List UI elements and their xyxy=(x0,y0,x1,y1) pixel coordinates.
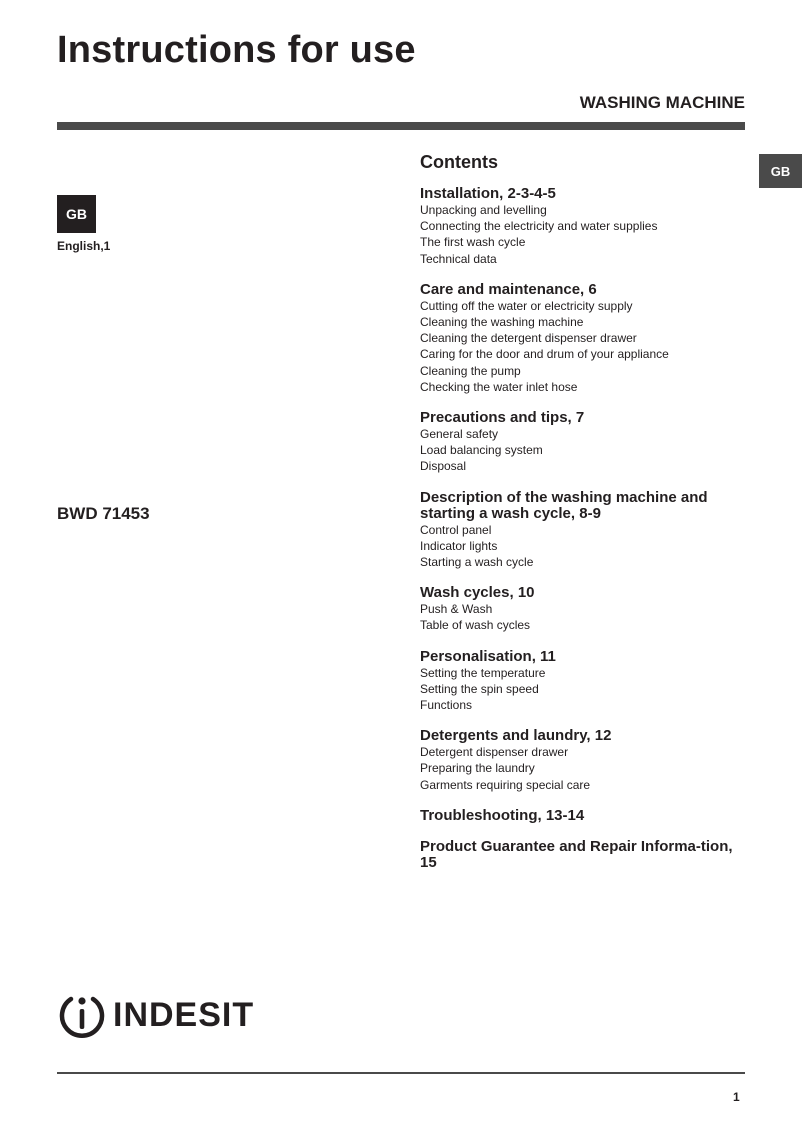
table-of-contents xyxy=(420,150,750,886)
section-title: Description of the washing machine and starting a wash cycle, 8-9 xyxy=(420,488,708,522)
section-item: Caring for the door and drum of your appliance xyxy=(420,347,669,362)
section-item: Garments requiring special care xyxy=(420,777,591,792)
contents-section xyxy=(420,649,750,714)
section-title: Wash cycles, 10 xyxy=(420,584,535,602)
brand-name: INDESIT xyxy=(113,996,255,1034)
header-divider-bar xyxy=(57,122,745,130)
section-item: Setting the spin speed xyxy=(420,681,539,696)
section-item: Cleaning the detergent dispenser drawer xyxy=(420,331,637,346)
section-item: Load balancing system xyxy=(420,443,543,458)
contents-section xyxy=(420,808,750,824)
language-badge: GB xyxy=(57,195,96,233)
language-label: English,1 xyxy=(57,239,111,253)
section-item: Push & Wash xyxy=(420,602,493,617)
section-item: Unpacking and levelling xyxy=(420,203,547,217)
section-item: Preparing the laundry xyxy=(420,761,535,776)
document-title: Instructions for use xyxy=(57,29,416,71)
contents-section xyxy=(420,186,750,267)
section-item: Starting a wash cycle xyxy=(420,555,534,570)
section-item: General safety xyxy=(420,427,499,442)
indesit-i-logo-icon xyxy=(57,990,107,1040)
language-side-tab: GB xyxy=(759,154,802,188)
contents-section xyxy=(420,282,750,395)
section-item: Technical data xyxy=(420,251,497,266)
section-title: Installation, 2-3-4-5 xyxy=(420,185,556,202)
section-title: Precautions and tips, 7 xyxy=(420,409,585,427)
brand-logo xyxy=(57,990,254,1040)
section-title: Troubleshooting, 13-14 xyxy=(420,806,585,824)
section-item: Checking the water inlet hose xyxy=(420,379,578,394)
contents-section xyxy=(420,728,750,793)
section-title: Care and maintenance, 6 xyxy=(420,280,597,298)
section-item: Functions xyxy=(420,698,473,713)
contents-section xyxy=(420,839,750,871)
model-number: BWD 71453 xyxy=(57,504,150,523)
contents-section xyxy=(420,490,750,571)
contents-sections xyxy=(420,186,750,871)
section-item: Table of wash cycles xyxy=(420,618,531,633)
section-title: Detergents and laundry, 12 xyxy=(420,727,612,745)
section-item: Connecting the electricity and water supplies xyxy=(420,219,658,234)
footer-divider xyxy=(57,1072,745,1074)
section-item: Detergent dispenser drawer xyxy=(420,745,569,760)
section-item: Cutting off the water or electricity supply xyxy=(420,298,633,313)
section-item: Setting the temperature xyxy=(420,665,546,680)
section-item: Control panel xyxy=(420,522,492,537)
section-item: Cleaning the washing machine xyxy=(420,315,584,330)
section-item: Disposal xyxy=(420,459,467,474)
page-number: 1 xyxy=(733,1090,740,1104)
section-title: Personalisation, 11 xyxy=(420,647,556,665)
contents-heading: Contents xyxy=(420,152,498,172)
contents-section xyxy=(420,410,750,475)
contents-section xyxy=(420,585,750,633)
section-item: Cleaning the pump xyxy=(420,363,521,378)
document-subtitle: WASHING MACHINE xyxy=(579,93,745,112)
section-item: Indicator lights xyxy=(420,538,498,553)
section-title: Product Guarantee and Repair Informa-tion, 15 xyxy=(420,837,733,871)
section-item: The first wash cycle xyxy=(420,235,526,250)
